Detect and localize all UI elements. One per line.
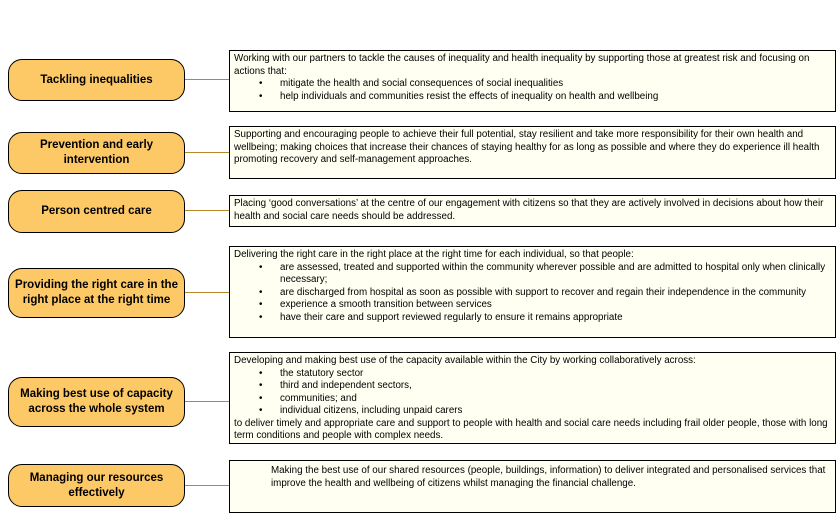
bullet-item: • individual citizens, including unpaid carers xyxy=(234,405,831,418)
theme-label: Making best use of capacity across the whole system xyxy=(20,388,173,415)
description-text: Making the best use of our shared resources (people, buildings, information) to deliver integrated and personalised services that improve the health and wellbeing of citizens whilst managing the financial challenge. xyxy=(271,465,826,489)
description-box-right-care xyxy=(229,246,836,338)
theme-pill-right-care xyxy=(8,268,185,318)
connector-line xyxy=(185,79,229,80)
description-intro: Delivering the right care in the right place at the right time for each individual, so that people: xyxy=(234,249,634,260)
connector-line xyxy=(185,292,229,293)
theme-label: Tackling inequalities xyxy=(40,73,153,86)
bullet-list xyxy=(234,262,831,325)
bullet-item: • communities; and xyxy=(234,393,831,406)
bullet-item: • are discharged from hospital as soon as possible with support to recover and regain their independence in the community xyxy=(234,287,831,300)
theme-label: Providing the right care in the right place at the right time xyxy=(15,279,178,306)
description-intro: Working with our partners to tackle the causes of inequality and health inequality by supporting those at greatest risk and focusing on actions that: xyxy=(234,53,810,77)
theme-pill-person-centred-care xyxy=(8,190,185,233)
connector-line xyxy=(185,485,229,486)
description-box-tackling-inequalities xyxy=(229,50,836,112)
description-box-prevention xyxy=(229,126,836,179)
description-box-person-centred-care xyxy=(229,195,836,227)
description-text: Supporting and encouraging people to achieve their full potential, stay resilient and take more responsibility for their own health and wellbeing; making choices that increase their chances of staying healthy for as long as possible and where they do experience ill health promoting recovery and self-management approaches. xyxy=(234,129,820,165)
connector-line xyxy=(185,401,229,402)
theme-pill-tackling-inequalities xyxy=(8,59,185,101)
description-box-best-use-of-capacity xyxy=(229,352,836,444)
bullet-item: • are assessed, treated and supported within the community wherever possible and are admitted to hospital only when clinically necessary; xyxy=(234,262,831,287)
bullet-item: • third and independent sectors, xyxy=(234,380,831,393)
bullet-item: • experience a smooth transition between services xyxy=(234,299,831,312)
bullet-item: • mitigate the health and social consequences of social inequalities xyxy=(234,78,831,91)
bullet-item: • have their care and support reviewed regularly to ensure it remains appropriate xyxy=(234,312,831,325)
bullet-list xyxy=(234,368,831,418)
description-outro: to deliver timely and appropriate care and support to people with health and social care needs including frail older people, those with long term conditions and people with complex needs. xyxy=(234,417,828,441)
theme-pill-managing-resources xyxy=(8,464,185,507)
connector-line xyxy=(185,152,229,153)
theme-pill-prevention xyxy=(8,132,185,174)
bullet-list xyxy=(234,78,831,103)
connector-line xyxy=(185,210,229,211)
description-text: Placing ‘good conversations’ at the centre of our engagement with citizens so that they are actively involved in decisions about how their health and social care needs should be addressed. xyxy=(234,198,824,222)
description-box-managing-resources xyxy=(229,460,836,513)
bullet-item: • help individuals and communities resist the effects of inequality on health and wellbeing xyxy=(234,91,831,104)
bullet-item: • the statutory sector xyxy=(234,368,831,381)
theme-pill-best-use-of-capacity xyxy=(8,377,185,427)
theme-label: Prevention and early intervention xyxy=(39,139,154,166)
description-intro: Developing and making best use of the capacity available within the City by working collaboratively across: xyxy=(234,355,696,366)
theme-label: Person centred care xyxy=(41,205,152,217)
theme-label: Managing our resources effectively xyxy=(29,471,164,499)
